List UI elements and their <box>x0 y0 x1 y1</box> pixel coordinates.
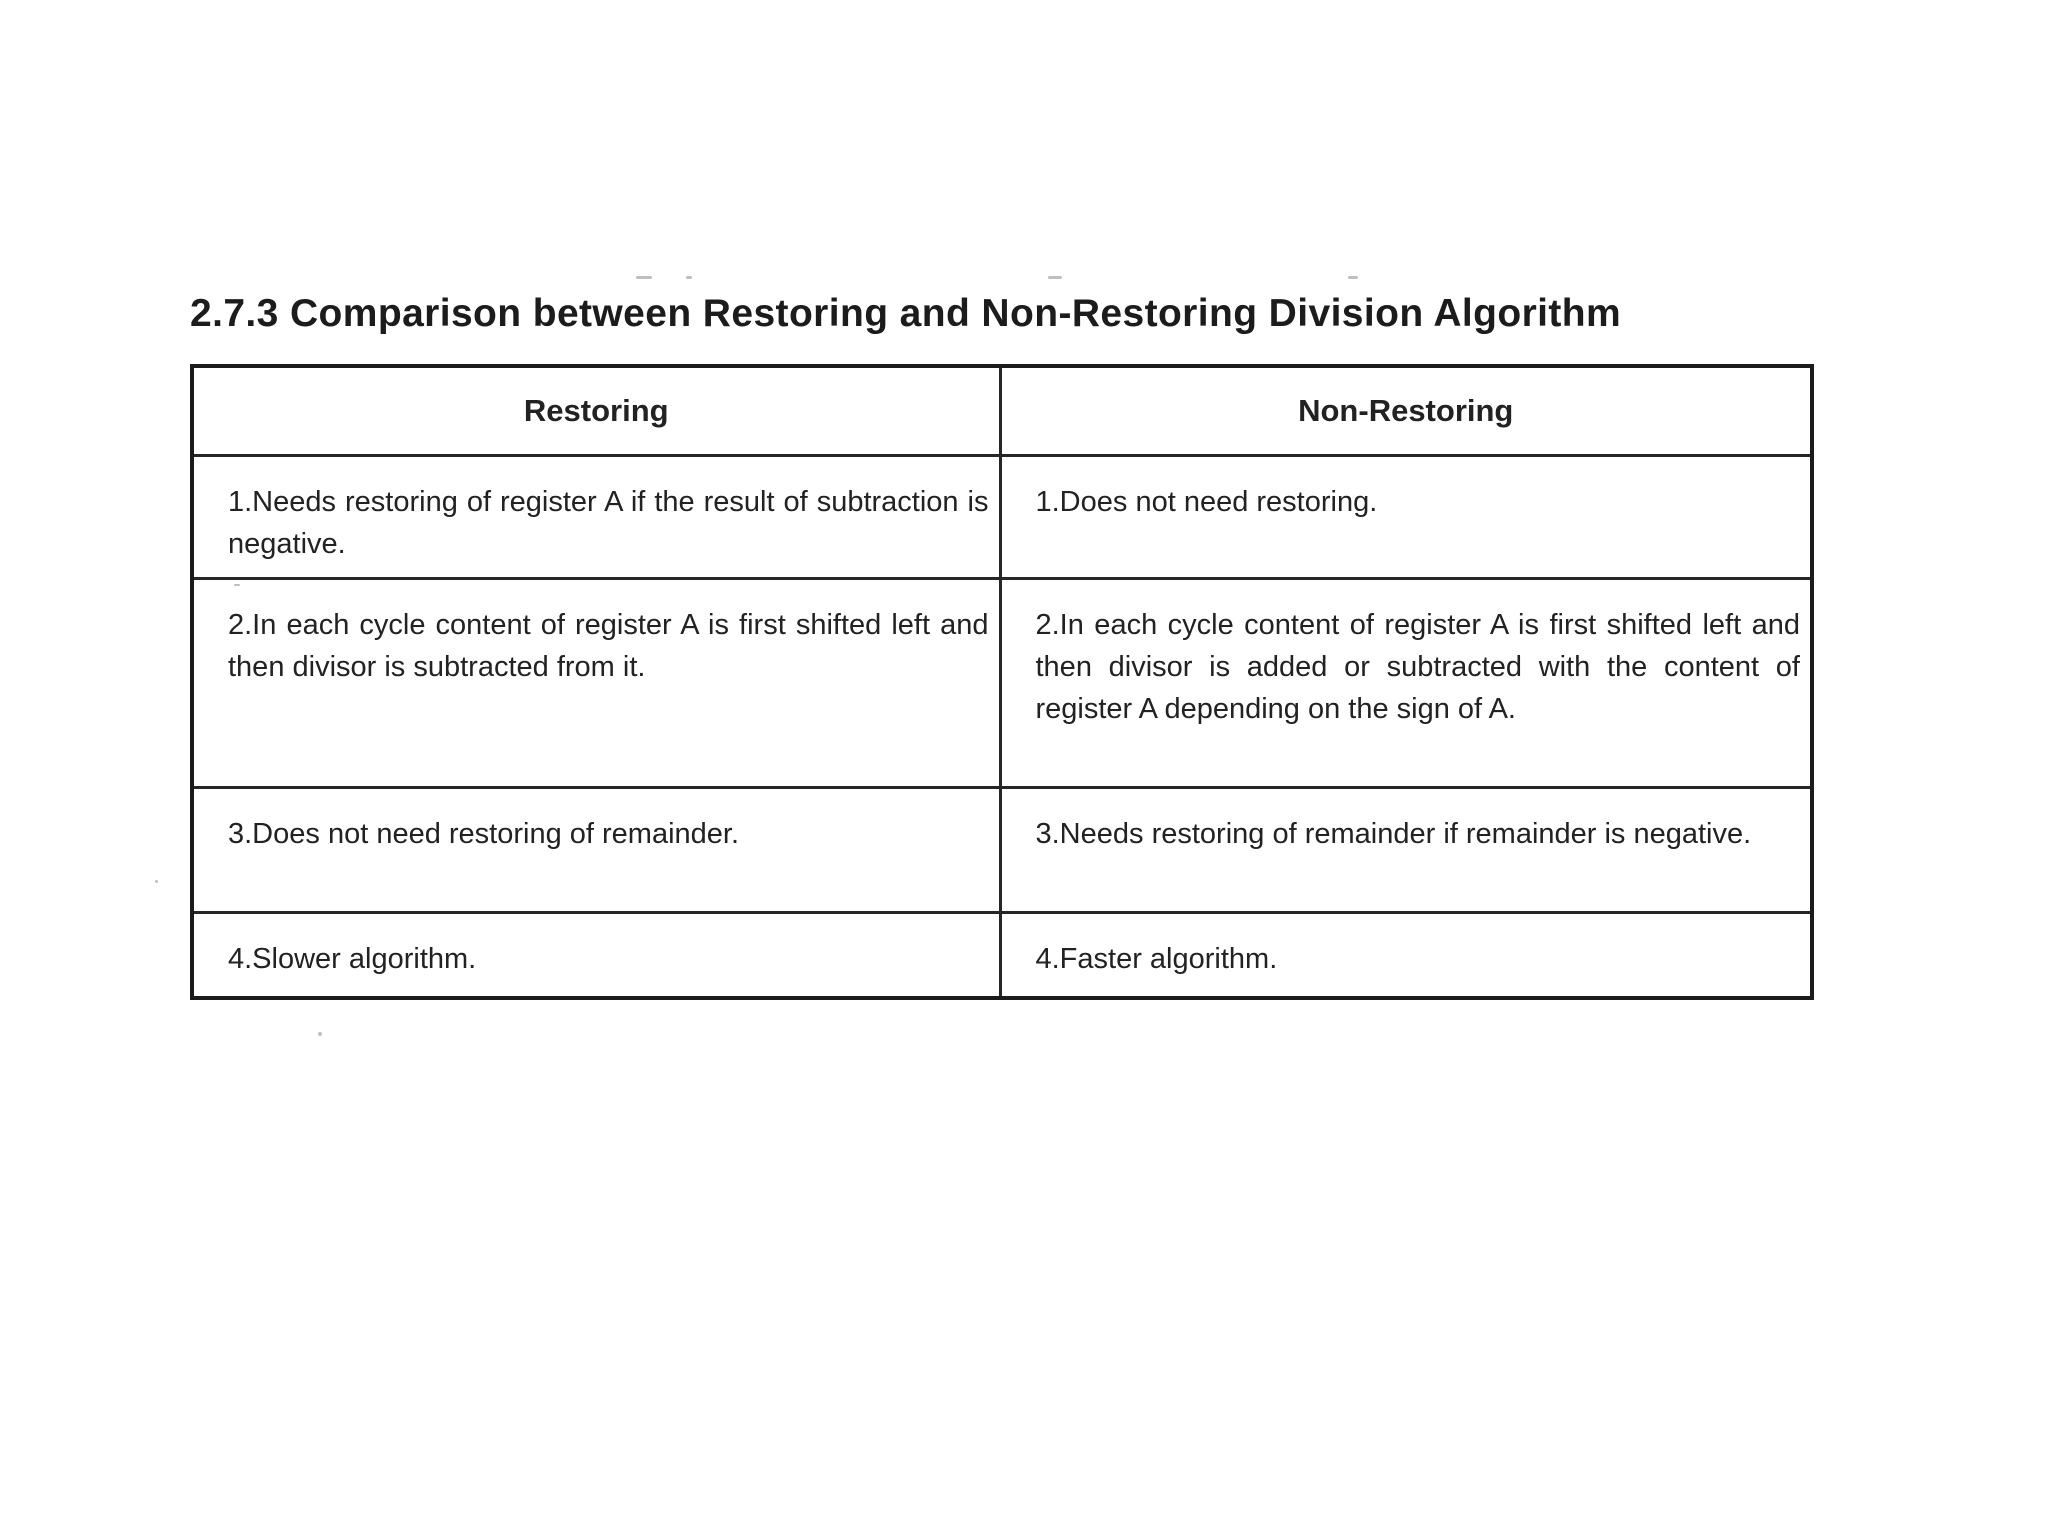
restoring-cell: 3.Does not need restoring of remainder. <box>192 788 1000 913</box>
table-row <box>192 788 1812 913</box>
scan-artifact <box>318 1032 322 1036</box>
scan-artifact <box>636 276 652 279</box>
restoring-cell: 4.Slower algorithm. <box>192 913 1000 999</box>
scan-artifact <box>1048 276 1062 279</box>
scan-artifact <box>1348 276 1358 279</box>
scan-artifact <box>155 880 158 883</box>
restoring-cell: 1.Needs restoring of register A if the result of subtraction is negative. <box>192 456 1000 579</box>
table-row <box>192 913 1812 999</box>
table-header-row <box>192 366 1812 456</box>
table-row <box>192 579 1812 788</box>
scan-artifact <box>686 276 692 279</box>
non-restoring-cell: 3.Needs restoring of remainder if remainder is negative. <box>1000 788 1812 913</box>
section-heading: 2.7.3 Comparison between Restoring and Non-Restoring Division Algorithm <box>190 292 1622 335</box>
non-restoring-cell: 1.Does not need restoring. <box>1000 456 1812 579</box>
comparison-table <box>190 364 1814 1000</box>
non-restoring-cell: 2.In each cycle content of register A is first shifted left and then divisor is added or subtracted with the content of register A depending on the sign of A. <box>1000 579 1812 788</box>
table-row <box>192 456 1812 579</box>
column-header-restoring: Restoring <box>192 366 1000 456</box>
non-restoring-cell: 4.Faster algorithm. <box>1000 913 1812 999</box>
restoring-cell: 2.In each cycle content of register A is first shifted left and then divisor is subtracted from it. <box>192 579 1000 788</box>
column-header-non-restoring: Non-Restoring <box>1000 366 1812 456</box>
